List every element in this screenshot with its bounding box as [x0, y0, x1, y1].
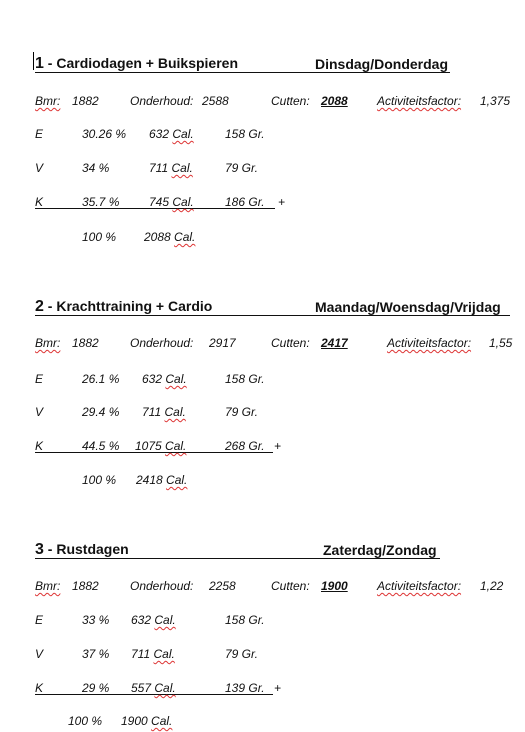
macro-calories: 745 Cal.	[149, 195, 194, 209]
onderhoud-value: 2258	[209, 579, 236, 593]
onderhoud-value: 2917	[209, 336, 236, 350]
cutten-value: 1900	[321, 579, 348, 593]
plus-sign: +	[274, 439, 282, 453]
macro-grams: 158 Gr.	[225, 127, 265, 141]
total-percent: 100 %	[82, 473, 117, 487]
macro-calories: 1075 Cal.	[135, 439, 187, 453]
macro-letter: V	[35, 647, 44, 661]
macro-percent: 44.5 %	[82, 439, 120, 453]
macro-grams: 186 Gr.	[225, 195, 265, 209]
cutten-label: Cutten:	[271, 579, 310, 593]
cutten-value: 2088	[321, 94, 348, 108]
activiteitsfactor-value: 1,22	[480, 579, 504, 593]
section-number: 3	[35, 541, 44, 558]
total-calories: 2418 Cal.	[136, 473, 188, 487]
bmr-value: 1882	[72, 94, 99, 108]
section-title: - Cardiodagen + Buikspieren	[43, 55, 239, 71]
macro-letter: K	[35, 195, 44, 209]
section-number: 2	[35, 298, 44, 315]
macro-calories: 711 Cal.	[131, 647, 175, 661]
macro-grams: 139 Gr.	[225, 681, 265, 695]
macro-percent: 30.26 %	[82, 127, 127, 141]
activiteitsfactor-value: 1,55	[489, 336, 513, 350]
macro-grams: 79 Gr.	[225, 161, 258, 175]
macro-percent: 37 %	[82, 647, 110, 661]
macro-letter: E	[35, 372, 44, 386]
section-days: Dinsdag/Donderdag	[315, 56, 449, 72]
onderhoud-value: 2588	[202, 94, 229, 108]
macro-letter: K	[35, 681, 44, 695]
onderhoud-label: Onderhoud:	[130, 94, 194, 108]
cutten-value: 2417	[321, 336, 348, 350]
macro-percent: 26.1 %	[82, 372, 120, 386]
macro-percent: 34 %	[82, 161, 110, 175]
macro-percent: 29.4 %	[82, 405, 120, 419]
macro-grams: 158 Gr.	[225, 372, 265, 386]
macro-calories: 632 Cal.	[142, 372, 187, 386]
section-number: 1	[35, 55, 44, 72]
macro-percent: 29 %	[82, 681, 110, 695]
total-percent: 100 %	[68, 714, 103, 728]
macro-letter: V	[35, 405, 44, 419]
macro-calories: 557 Cal.	[131, 681, 176, 695]
activiteitsfactor-label: Activiteitsfactor:	[377, 94, 462, 108]
activiteitsfactor-label: Activiteitsfactor:	[387, 336, 472, 350]
onderhoud-label: Onderhoud:	[130, 579, 194, 593]
total-percent: 100 %	[82, 230, 117, 244]
macro-percent: 35.7 %	[82, 195, 120, 209]
onderhoud-label: Onderhoud:	[130, 336, 194, 350]
plus-sign: +	[274, 681, 282, 695]
macro-letter: V	[35, 161, 44, 175]
total-calories: 2088 Cal.	[144, 230, 196, 244]
macro-letter: E	[35, 613, 44, 627]
section-days: Zaterdag/Zondag	[323, 542, 437, 558]
macro-grams: 79 Gr.	[225, 405, 258, 419]
activiteitsfactor-label: Activiteitsfactor:	[377, 579, 462, 593]
plus-sign: +	[278, 195, 286, 209]
cutten-label: Cutten:	[271, 94, 310, 108]
macro-calories: 632 Cal.	[149, 127, 194, 141]
section-days: Maandag/Woensdag/Vrijdag	[315, 299, 501, 315]
macro-grams: 79 Gr.	[225, 647, 258, 661]
bmr-label: Bmr:	[35, 94, 61, 108]
section-title: - Krachttraining + Cardio	[43, 298, 213, 314]
macro-grams: 268 Gr.	[225, 439, 265, 453]
macro-calories: 632 Cal.	[131, 613, 176, 627]
macro-letter: K	[35, 439, 44, 453]
bmr-label: Bmr:	[35, 336, 61, 350]
text-cursor	[33, 52, 34, 70]
bmr-label: Bmr:	[35, 579, 61, 593]
macro-percent: 33 %	[82, 613, 110, 627]
macro-calories: 711 Cal.	[149, 161, 193, 175]
cutten-label: Cutten:	[271, 336, 310, 350]
bmr-value: 1882	[72, 336, 99, 350]
macro-letter: E	[35, 127, 44, 141]
activiteitsfactor-value: 1,375	[480, 94, 511, 108]
macro-grams: 158 Gr.	[225, 613, 265, 627]
total-calories: 1900 Cal.	[121, 714, 173, 728]
macro-calories: 711 Cal.	[142, 405, 186, 419]
section-title: - Rustdagen	[43, 541, 129, 557]
bmr-value: 1882	[72, 579, 99, 593]
